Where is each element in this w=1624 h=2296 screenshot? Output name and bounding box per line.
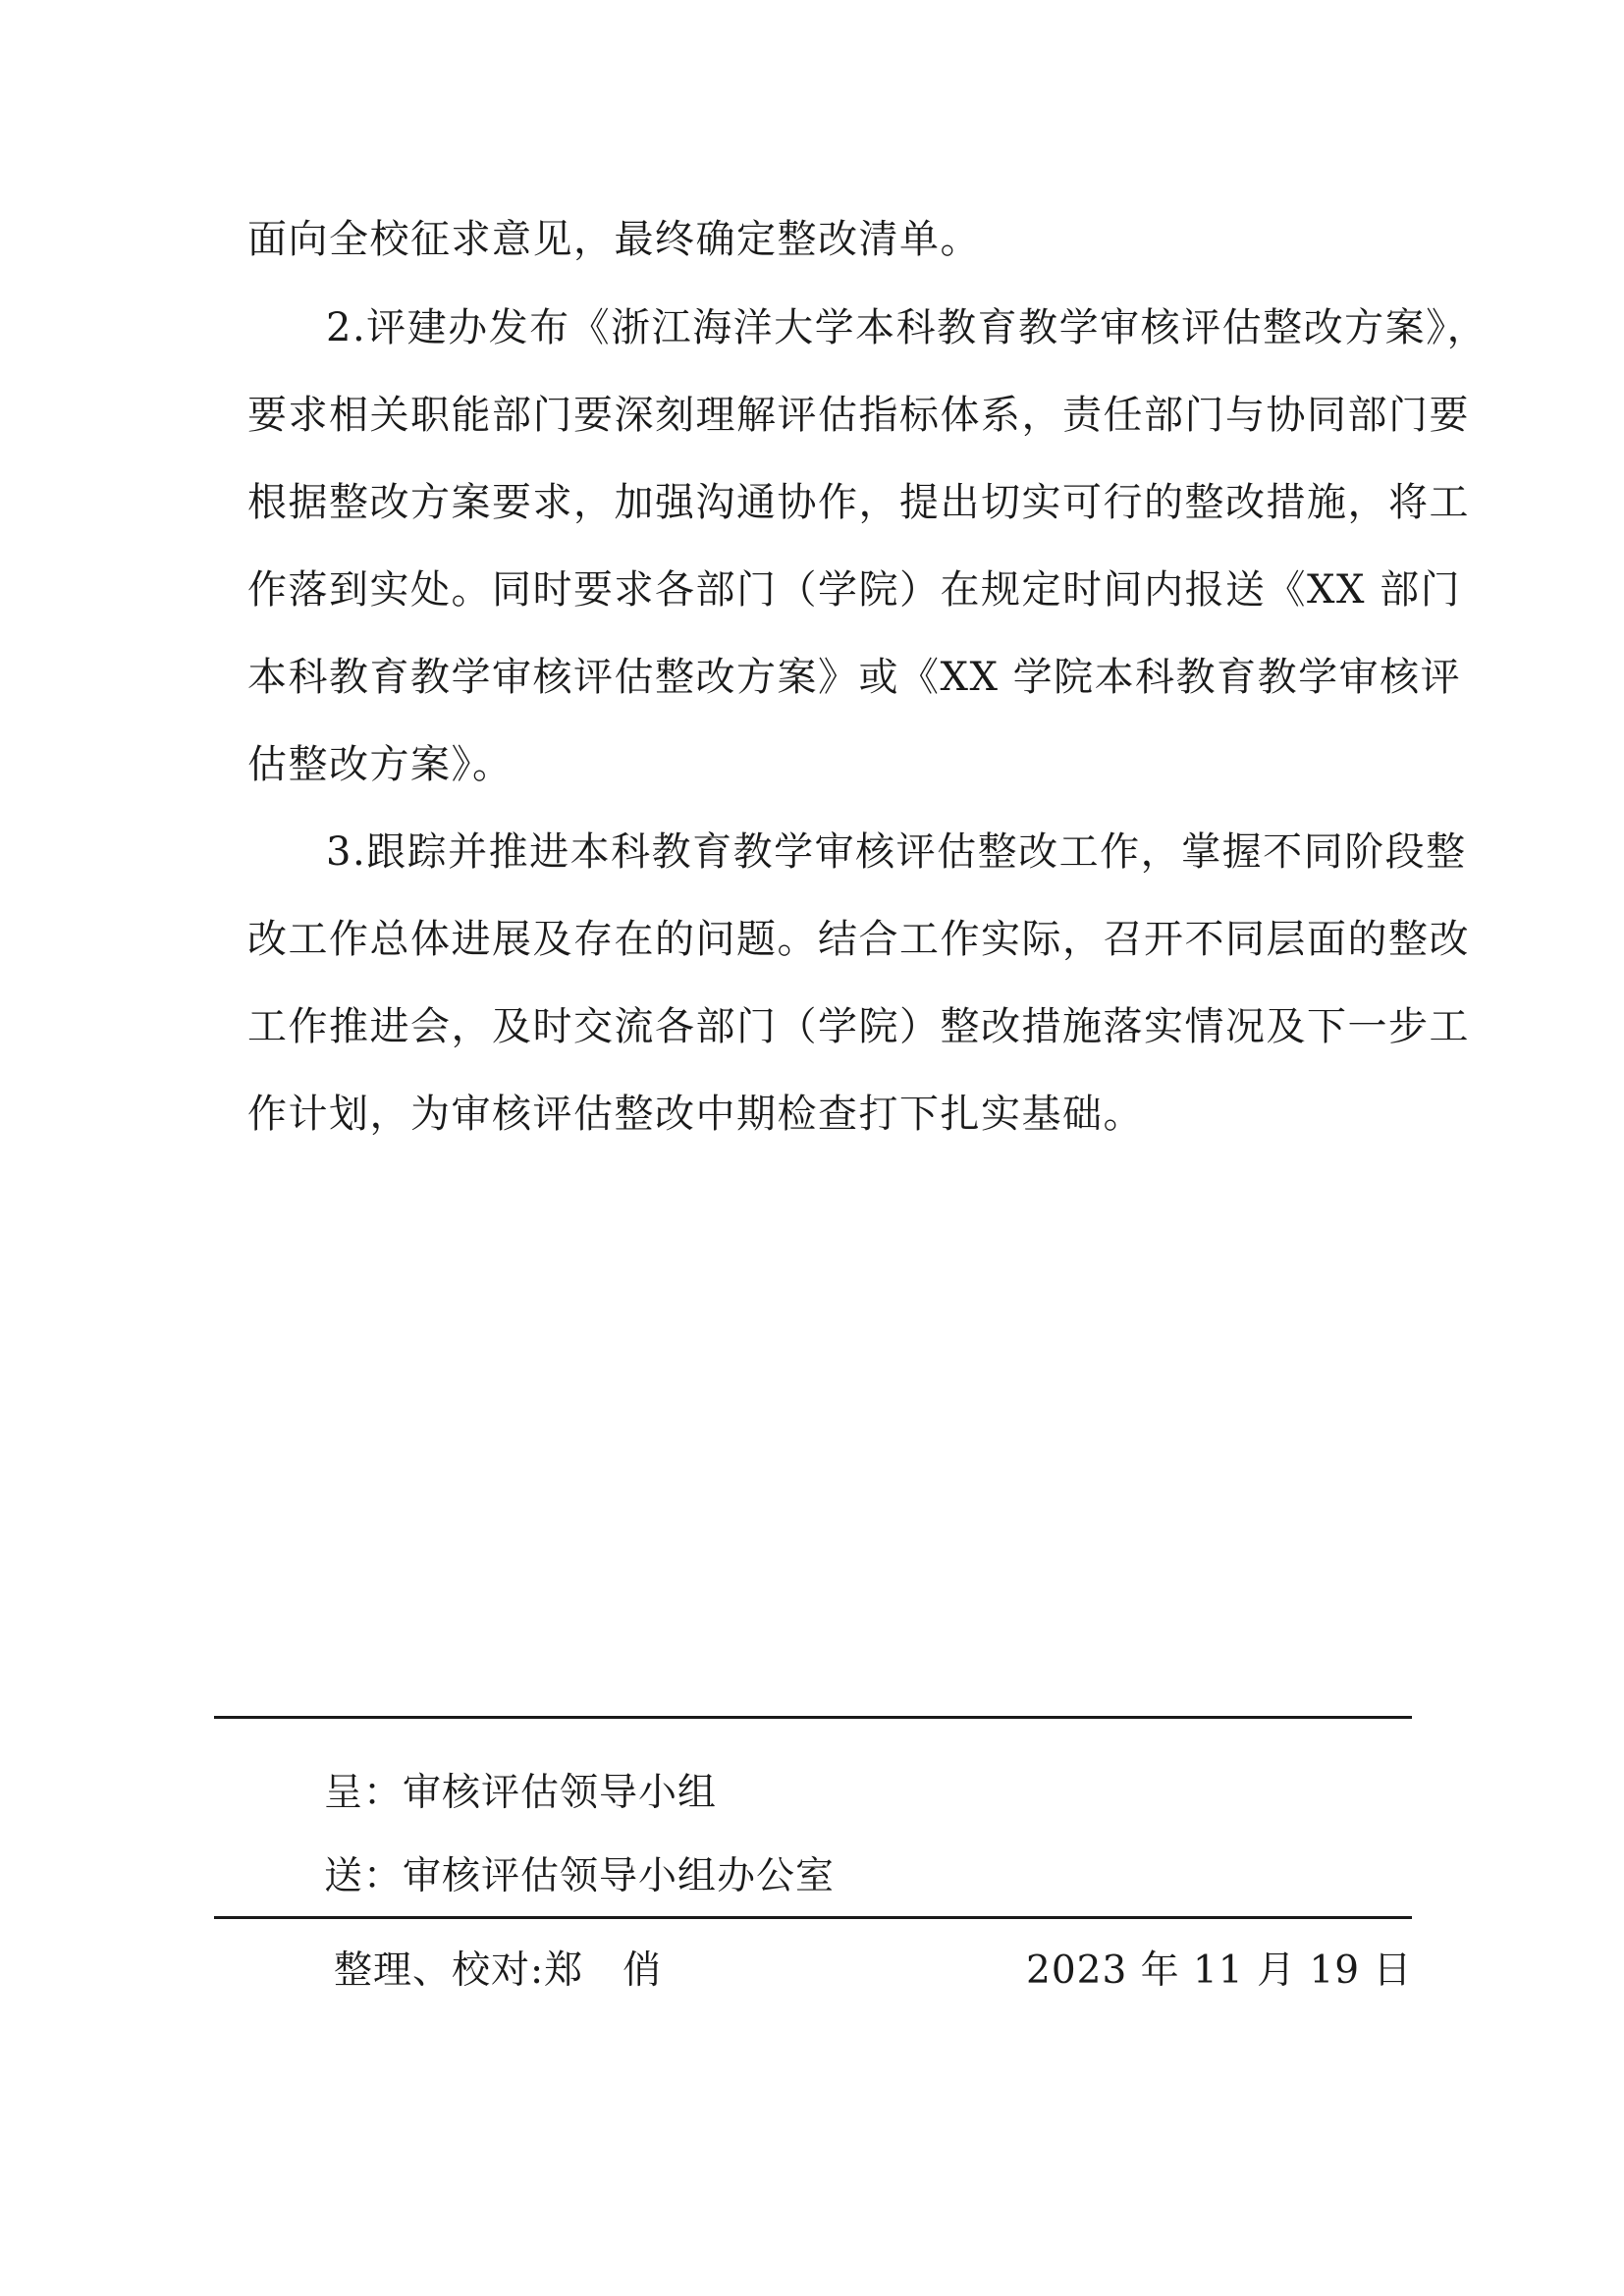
issue-date: 2023 年 11 月 19 日 — [1026, 1949, 1413, 1993]
compiler-line: 整理、校对:郑 俏 — [334, 1949, 663, 1993]
footer-bottom-rule — [214, 1916, 1412, 1919]
paragraph-3-line-1: 3.跟踪并推进本科教育教学审核评估整改工作，掌握不同阶段整 — [326, 829, 1467, 875]
send-to-line: 送：审核评估领导小组办公室 — [324, 1854, 836, 1898]
paragraph-3 — [247, 809, 1470, 1158]
submit-to-line: 呈：审核评估领导小组 — [324, 1771, 718, 1815]
paragraph-3-line-4: 作计划，为审核评估整改中期检查打下扎实基础。 — [247, 1092, 1144, 1137]
paragraph-3-line-3: 工作推进会，及时交流各部门（学院）整改措施落实情况及下一步工 — [247, 1004, 1470, 1049]
footer-top-rule — [214, 1716, 1412, 1719]
paragraph-2-line-4: 作落到实处。同时要求各部门（学院）在规定时间内报送《XX 部门 — [247, 567, 1462, 613]
paragraph-2-line-2: 要求相关职能部门要深刻理解评估指标体系，责任部门与协同部门要 — [247, 393, 1470, 438]
paragraph-1-line-1: 面向全校征求意见，最终确定整改清单。 — [247, 217, 981, 262]
paragraph-2-line-1: 2.评建办发布《浙江海洋大学本科教育教学审核评估整改方案》， — [326, 305, 1489, 350]
paragraph-2 — [247, 285, 1489, 809]
paragraph-2-line-5: 本科教育教学审核评估整改方案》或《XX 学院本科教育教学审核评 — [247, 655, 1462, 700]
paragraph-1 — [247, 196, 1386, 284]
paragraph-3-line-2: 改工作总体进展及存在的问题。结合工作实际，召开不同层面的整改 — [247, 917, 1470, 962]
paragraph-2-line-6: 估整改方案》。 — [247, 742, 514, 787]
paragraph-2-line-3: 根据整改方案要求，加强沟通协作，提出切实可行的整改措施，将工 — [247, 480, 1470, 525]
